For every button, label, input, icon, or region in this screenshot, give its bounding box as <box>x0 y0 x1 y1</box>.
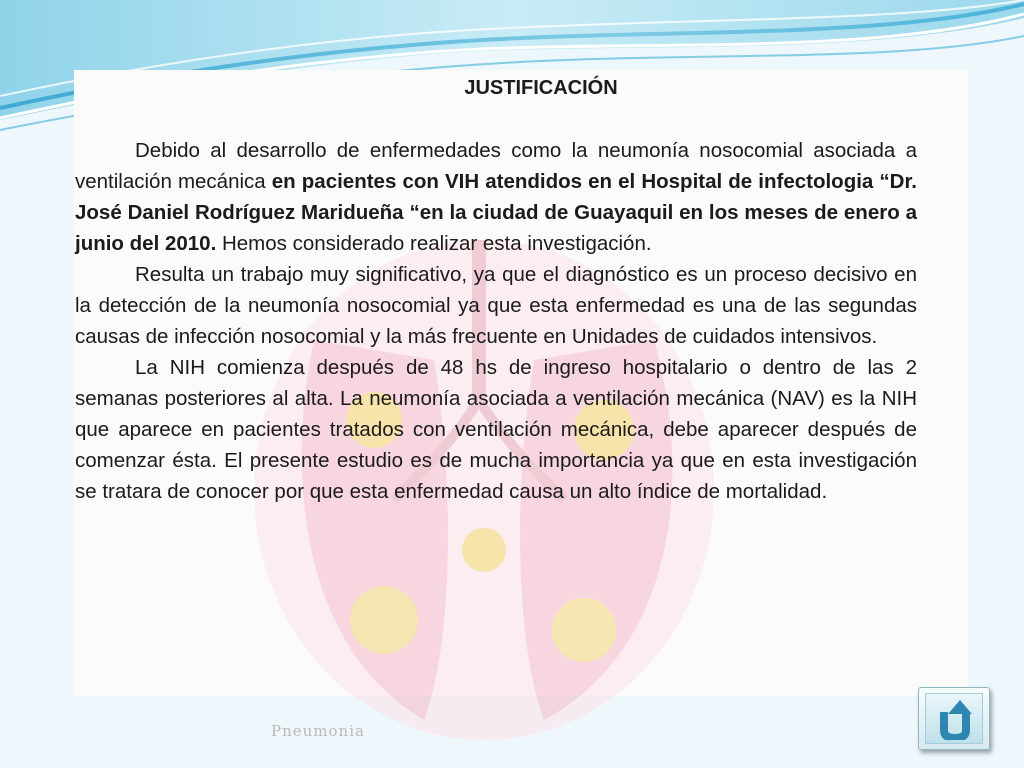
u-turn-arrow-icon <box>938 698 972 740</box>
paragraph-nih-definition <box>75 352 917 507</box>
return-button[interactable] <box>918 687 990 750</box>
text-run-bold: en pacientes con VIH atendidos en el Hospital de infectologia “Dr. José Daniel Rodríguez Maridueña “en la ciudad de Guayaquil en los meses de enero a junio del 2010. <box>75 170 918 255</box>
return-button-face <box>925 693 983 744</box>
slide-title: JUSTIFICACIÓN <box>464 77 618 99</box>
slide-text <box>75 74 917 507</box>
paragraph-justification-intro <box>75 135 917 259</box>
text-run: Hemos considerado realizar esta investigación. <box>216 232 652 255</box>
paragraph-significance <box>75 259 917 352</box>
illustration-caption: Pneumonia <box>271 722 365 740</box>
text-run: La NIH comienza después de 48 hs de ingreso hospitalario o dentro de las 2 semanas posteriores al alta. La neumonía asociada a ventilación mecánica (NAV) es la NIH que aparece en pacientes tratados con ventilación mecánica, debe aparecer después de comenzar ésta. El presente estudio es de mucha importancia ya que en esta investigación se tratara de conocer por que esta enfermedad causa un alto índice de mortalidad. <box>75 356 917 503</box>
text-run: Resulta un trabajo muy significativo, ya que el diagnóstico es un proceso decisivo en la detección de la neumonía nosocomial ya que esta enfermedad es una de las segundas causas de infección nosocomial y la más frecuente en Unidades de cuidados intensivos. <box>75 263 917 348</box>
text-run: Debido al desarrollo de enfermedades como la neumonía nosocomial asociada a ventilación mecánica <box>75 139 917 193</box>
